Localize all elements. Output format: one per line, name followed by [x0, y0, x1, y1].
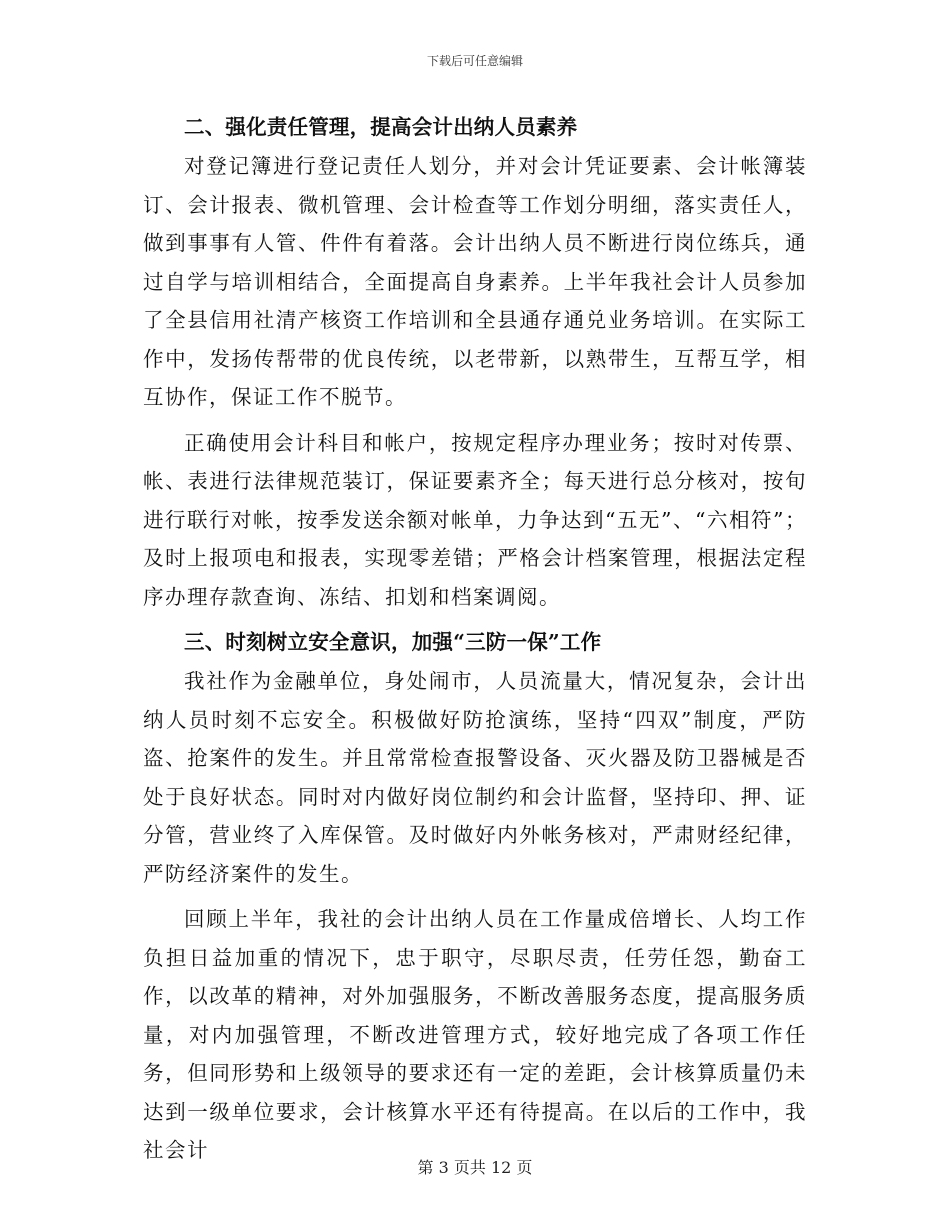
document-body: [143, 108, 807, 1177]
paragraph-1: 对登记簿进行登记责任人划分，并对会计凭证要素、会计帐簿装订、会计报表、微机管理、会计检查等工作划分明细，落实责任人，做到事事有人管、件件有着落。会计出纳人员不断进行岗位练兵，通过自学与培训相结合，全面提高自身素养。上半年我社会计人员参加了全县信用社清产核资工作培训和全县通存通兑业务培训。在实际工作中，发扬传帮带的优良传统，以老带新，以熟带生，互帮互学，相互协作，保证工作不脱节。: [143, 154, 807, 409]
section-heading-3: 三、时刻树立安全意识，加强“三防一保”工作: [184, 630, 602, 654]
paragraph-4: 回顾上半年，我社的会计出纳人员在工作量成倍增长、人均工作负担日益加重的情况下，忠于职守，尽职尽责，任劳任怨，勤奋工作，以改革的精神，对外加强服务，不断改善服务态度，提高服务质量，对内加强管理，不断改进管理方式，较好地完成了各项工作任务，但同形势和上级领导的要求还有一定的差距，会计核算质量仍未达到一级单位要求，会计核算水平还有待提高。在以后的工作中，我社会计: [143, 907, 807, 1162]
paragraph-3: 我社作为金融单位，身处闹市，人员流量大，情况复杂，会计出纳人员时刻不忘安全。积极做好防抢演练，坚持“四双”制度，严防盗、抢案件的发生。并且常常检查报警设备、灭火器及防卫器械是否处于良好状态。同时对内做好岗位制约和会计监督，坚持印、押、证分管，营业终了入库保管。及时做好内外帐务核对，严肃财经纪律，严防经济案件的发生。: [143, 669, 807, 886]
page-header: 下载后可任意编辑: [426, 54, 523, 68]
section-heading-2: 二、强化责任管理，提高会计出纳人员素养: [184, 115, 578, 139]
paragraph-2: 正确使用会计科目和帐户，按规定程序办理业务；按时对传票、帐、表进行法律规范装订，保证要素齐全；每天进行总分核对，按旬进行联行对帐，按季发送余额对帐单，力争达到“五无”、“六相符”；及时上报项电和报表，实现零差错；严格会计档案管理，根据法定程序办理存款查询、冻结、扣划和档案调阅。: [143, 430, 807, 609]
page-footer: 第 3 页共 12 页: [417, 1158, 533, 1177]
